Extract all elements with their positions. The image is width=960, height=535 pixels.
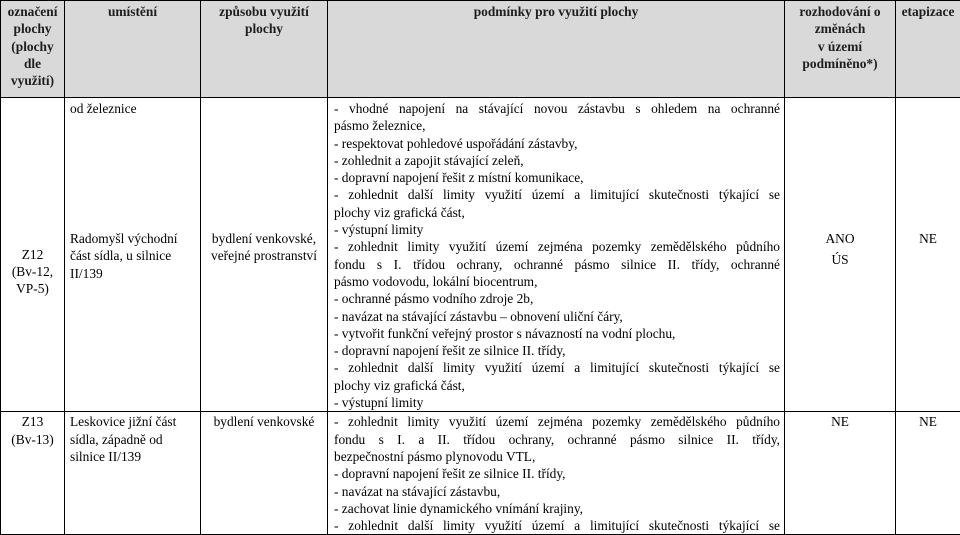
- decision-cell: [785, 98, 896, 412]
- condition-line: - zohlednit další limity využití území a limitující skutečnosti týkající se: [334, 517, 780, 534]
- condition-line: plochy viz grafická část,: [334, 377, 780, 394]
- location-cell: [65, 98, 201, 412]
- decision-cell: [785, 412, 896, 535]
- code-line: (Bv-13): [1, 431, 64, 448]
- code-line: VP-5): [1, 280, 64, 297]
- condition-line: - výstupní limity: [334, 394, 780, 411]
- phasing-cell: [896, 98, 960, 412]
- condition-line: - navázat na stávající zástavbu,: [334, 483, 780, 500]
- condition-line: - respektovat pohledové uspořádání zástavby,: [334, 135, 780, 152]
- code-line: Z13: [1, 413, 64, 430]
- code-cell: [1, 412, 65, 535]
- usage-cell: [201, 98, 328, 412]
- phasing-value: NE: [896, 230, 960, 247]
- condition-line: - ochranné pásmo vodního zdroje 2b,: [334, 290, 780, 307]
- header-code-line: využití): [1, 72, 64, 89]
- header-conditions-label: podmínky pro využití plochy: [328, 3, 784, 20]
- usage-cell: [201, 412, 328, 535]
- header-decision-line: změnách: [785, 20, 895, 37]
- table-row-z12: [1, 98, 960, 412]
- decision-line: ÚS: [785, 251, 895, 268]
- condition-line: - dopravní napojení řešit ze silnice II. třídy,: [334, 342, 780, 359]
- condition-line: pásmo vodovodu, lokální biocentrum,: [334, 273, 780, 290]
- location-line: sídla, západně od: [70, 431, 197, 448]
- location-line: Leskovice jižní část: [70, 413, 197, 430]
- condition-line: - navázat na stávající zástavbu – obnovení uliční čáry,: [334, 308, 780, 325]
- decision-line: ANO: [785, 230, 895, 247]
- condition-line: - zohlednit další limity využití území a limitující skutečnosti týkající se: [334, 359, 780, 376]
- header-usage-line: plochy: [201, 20, 327, 37]
- phasing-value: NE: [896, 413, 960, 430]
- table-row-z13: [1, 412, 960, 535]
- condition-line: - zohlednit další limity využití území a limitující skutečnosti týkající se: [334, 186, 780, 203]
- condition-line: - výstupní limity: [334, 221, 780, 238]
- phasing-cell: [896, 412, 960, 535]
- usage-line: bydlení venkovské: [203, 413, 325, 430]
- condition-line: fondu s I. a II. třídou ochrany, ochranné pásmo silnice II. třídy,: [334, 431, 780, 448]
- header-decision-line: rozhodování o: [785, 3, 895, 20]
- header-code-line: označení: [1, 3, 64, 20]
- header-usage: [201, 1, 328, 98]
- header-location-label: umístění: [65, 3, 200, 20]
- condition-line: - zachovat linie dynamického vnímání krajiny,: [334, 500, 780, 517]
- condition-line: pásmo železnice,: [334, 117, 780, 134]
- header-code: [1, 1, 65, 98]
- condition-line: bezpečnostní pásmo plynovodu VTL,: [334, 448, 780, 465]
- usage-line: bydlení venkovské,: [203, 230, 325, 247]
- code-line: (Bv-12,: [1, 263, 64, 280]
- header-decision-line: podmíněno*): [785, 55, 895, 72]
- condition-line: - dopravní napojení řešit z místní komunikace,: [334, 169, 780, 186]
- condition-line: - vytvořit funkční veřejný prostor s návazností na vodní plochu,: [334, 325, 780, 342]
- header-code-line: plochy: [1, 20, 64, 37]
- conditions-cell: [328, 98, 785, 412]
- condition-line: - dopravní napojení řešit ze silnice II. třídy,: [334, 465, 780, 482]
- condition-line: fondu s I. třídou ochrany, ochranné pásmo silnice II. třídy, ochranné: [334, 256, 780, 273]
- condition-line: - zohlednit a zapojit stávající zeleň,: [334, 152, 780, 169]
- code-line: Z12: [1, 246, 64, 263]
- code-cell: [1, 98, 65, 412]
- location-line: Radomyšl východní: [70, 230, 197, 247]
- location-line: silnice II/139: [70, 448, 197, 465]
- decision-line: NE: [785, 413, 895, 430]
- location-cell: [65, 412, 201, 535]
- condition-line: - vhodné napojení na stávající novou zástavbu s ohledem na ochranné: [334, 100, 780, 117]
- location-line: II/139: [70, 265, 197, 282]
- condition-line: - zohlednit limity využití území zejména pozemky zemědělského půdního: [334, 413, 780, 430]
- location-intro: od železnice: [70, 100, 197, 230]
- header-decision: [785, 1, 896, 98]
- usage-line: veřejné prostranství: [203, 247, 325, 264]
- header-row: [1, 1, 960, 98]
- condition-line: - zohlednit limity využití území zejména pozemky zemědělského půdního: [334, 238, 780, 255]
- conditions-cell: [328, 412, 785, 535]
- header-phasing: [896, 1, 960, 98]
- header-decision-line: v území: [785, 38, 895, 55]
- condition-line: plochy viz grafická část,: [334, 204, 780, 221]
- location-line: část sídla, u silnice: [70, 247, 197, 264]
- header-phasing-label: etapizace: [896, 3, 960, 20]
- header-code-line: dle: [1, 55, 64, 72]
- header-usage-line: způsobu využití: [201, 3, 327, 20]
- header-code-line: (plochy: [1, 38, 64, 55]
- header-conditions: [328, 1, 785, 98]
- header-location: [65, 1, 201, 98]
